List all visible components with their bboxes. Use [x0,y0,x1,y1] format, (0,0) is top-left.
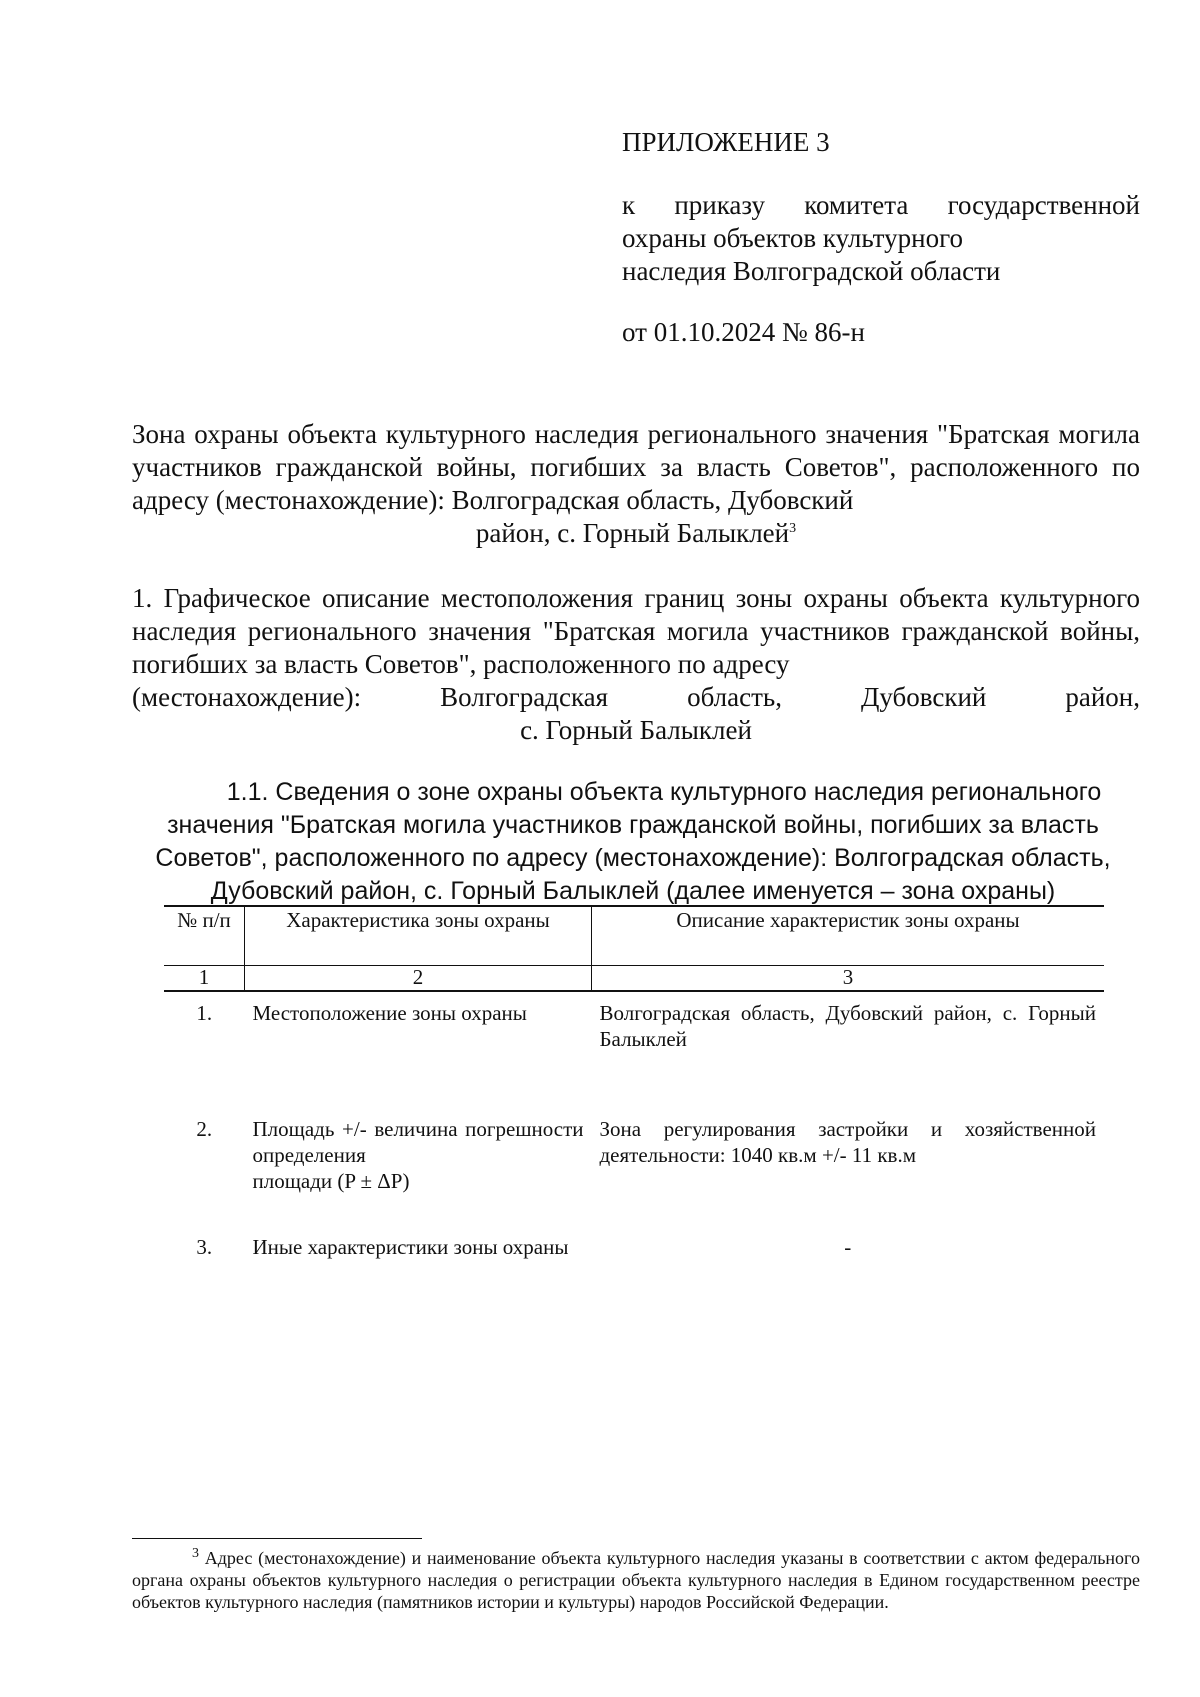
section-1-last-line: с. Горный Балыклей [520,715,752,745]
table-header-number: № п/п [164,906,245,966]
section-1-1-line-4: Дубовский район, с. Горный Балыклей (далее именуется – зона охраны) [210,877,1056,905]
appendix-order-line-2: охраны объектов культурного [622,223,963,253]
table-header-row [164,906,1104,966]
section-1-spread-line: (местонахождение): Волгоградская область, Дубовский район, [132,682,1140,712]
appendix-order-line-3: наследия Волгоградской области [622,256,1001,286]
table-column-number-2: 2 [245,966,592,992]
table-header-characteristic: Характеристика зоны охраны [245,906,592,966]
row-characteristic-line-1: Площадь +/- величина погрешности определения [252,1117,584,1167]
row-description: - [844,1235,852,1259]
footnote-reference[interactable]: 3 [789,521,797,536]
appendix-header [622,126,1140,349]
zone-title-main: Зона охраны объекта культурного наследия регионального значения "Братская могила участников гражданской войны, погибших за власть Советов", расположенного по адресу (местонахождение): Волгоградская область, Дубовский [132,419,1140,515]
zone-title-last-line [132,517,1140,550]
section-1-1 [138,776,1128,908]
row-number: 3. [196,1235,213,1259]
footnote-paragraph [132,1547,1140,1613]
row-number: 2. [196,1117,213,1141]
table-row [164,1226,1104,1260]
table-row [164,991,1104,1108]
table-row [164,1108,1104,1226]
section-1 [132,582,1140,747]
appendix-title: ПРИЛОЖЕНИЕ 3 [622,127,830,157]
row-description: Волгоградская область, Дубовский район, с. Горный Балыклей [599,1001,1096,1051]
row-characteristic: Местоположение зоны охраны [252,1001,527,1025]
row-number: 1. [196,1001,213,1025]
table-column-number-1: 1 [164,966,245,992]
footnote-mark: 3 [192,1546,199,1561]
zone-info-table [164,905,1104,1260]
section-1-body: 1. Графическое описание местоположения границ зоны охраны объекта культурного наследия регионального значения "Братская могила участников гражданской войны, погибших за власть Советов", расположенного по адресу [132,583,1140,679]
zone-title [132,418,1140,550]
footnote-text: Адрес (местонахождение) и наименование объекта культурного наследия указаны в соответствии с актом федерального органа охраны объектов культурного наследия о регистрации объекта культурного наследия в Едином государственном реестре объектов культурного наследия (памятников истории и культуры) народов Российской Федерации. [132,1548,1140,1612]
appendix-order-line-1: к приказу комитета государственной [622,190,1140,220]
section-1-1-line-3: Советов", расположенного по адресу (местонахождение): Волгоградская область, [155,844,1111,872]
row-description: Зона регулирования застройки и хозяйственной деятельности: 1040 кв.м +/- 11 кв.м [599,1117,1096,1167]
section-1-1-line-1: 1.1. Сведения о зоне охраны объекта культурного наследия регионального [226,778,1102,806]
row-characteristic: Иные характеристики зоны охраны [252,1235,569,1259]
row-characteristic [245,1108,592,1226]
footnote [132,1547,1140,1613]
section-1-1-line-2: значения "Братская могила участников гражданской войны, погибших за власть [167,811,1099,839]
table-column-numbers-row [164,966,1104,992]
table-header-description: Описание характеристик зоны охраны [592,906,1105,966]
table-column-number-3: 3 [592,966,1105,992]
zone-title-last-text: район, с. Горный Балыклей [475,518,790,548]
appendix-date: от 01.10.2024 № 86-н [622,317,865,347]
row-characteristic-line-2: площади (P ± ΔP) [252,1169,410,1193]
footnote-separator [132,1538,422,1539]
